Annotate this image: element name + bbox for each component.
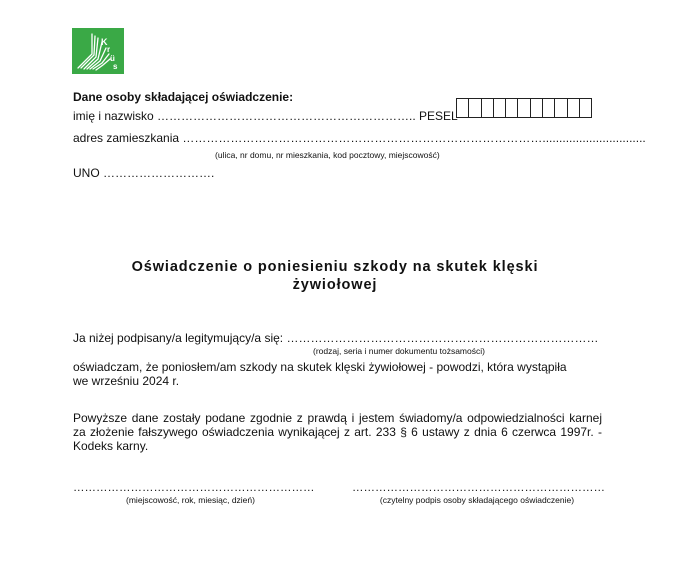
pesel-digit-box[interactable] [555,98,567,118]
pesel-digit-box[interactable] [469,98,481,118]
svg-text:s: s [113,62,118,71]
pesel-boxes[interactable] [456,98,592,118]
pesel-digit-box[interactable] [568,98,580,118]
document-title [110,258,560,294]
pesel-digit-box[interactable] [580,98,592,118]
svg-text:K: K [101,37,108,47]
title-line-1: Oświadczenie o poniesieniu szkody na skutek klęski [131,259,539,275]
krus-logo [72,28,124,74]
pesel-digit-box[interactable] [482,98,494,118]
uno-line: UNO ………………………. [73,166,215,180]
pesel-digit-box[interactable] [518,98,530,118]
date-place-hint: (miejscowość, rok, miesiąc, dzień) [126,495,255,505]
name-pesel-line: imię i nazwisko ……………………………………………………….. PESEL [73,109,458,123]
pesel-digit-box[interactable] [531,98,543,118]
address-line: adres zamieszkania ………………………………………………………………………………............................... [73,131,646,145]
signature-hint: (czytelny podpis osoby składającego oświadczenie) [379,495,575,505]
date-place-signature-line: ……………………………………………………… [73,482,315,494]
signature-line: ………………………………………………………… [352,482,605,494]
id-document-line: Ja niżej podpisany/a legitymujący/a się: …………………………………………………………………… [73,331,599,345]
address-hint: (ulica, nr domu, nr mieszkania, kod pocztowy, miejscowość) [215,150,440,160]
svg-text:r: r [107,45,111,54]
svg-text:ü: ü [110,54,115,63]
krus-logo-mark [72,28,124,74]
legal-notice-paragraph: Powyższe dane zostały podane zgodnie z prawdą i jestem świadomy/a odpowiedzialności karnej za złożenie fałszywego oświadczenia wynikającej z art. 233 § 6 ustawy z dnia 6 czerwca 1997r. - Kodeks karny. [73,411,602,453]
pesel-digit-box[interactable] [543,98,555,118]
pesel-digit-box[interactable] [494,98,506,118]
section-label: Dane osoby składającej oświadczenie: [73,90,294,104]
pesel-digit-box[interactable] [506,98,518,118]
pesel-digit-box[interactable] [457,98,469,118]
statement-paragraph: oświadczam, że poniosłem/am szkody na skutek klęski żywiołowej - powodzi, która wystąpiła we wrześniu 2024 r. [73,360,567,388]
id-document-hint: (rodzaj, seria i numer dokumentu tożsamości) [313,346,485,356]
title-line-2: żywiołowej [292,277,378,293]
